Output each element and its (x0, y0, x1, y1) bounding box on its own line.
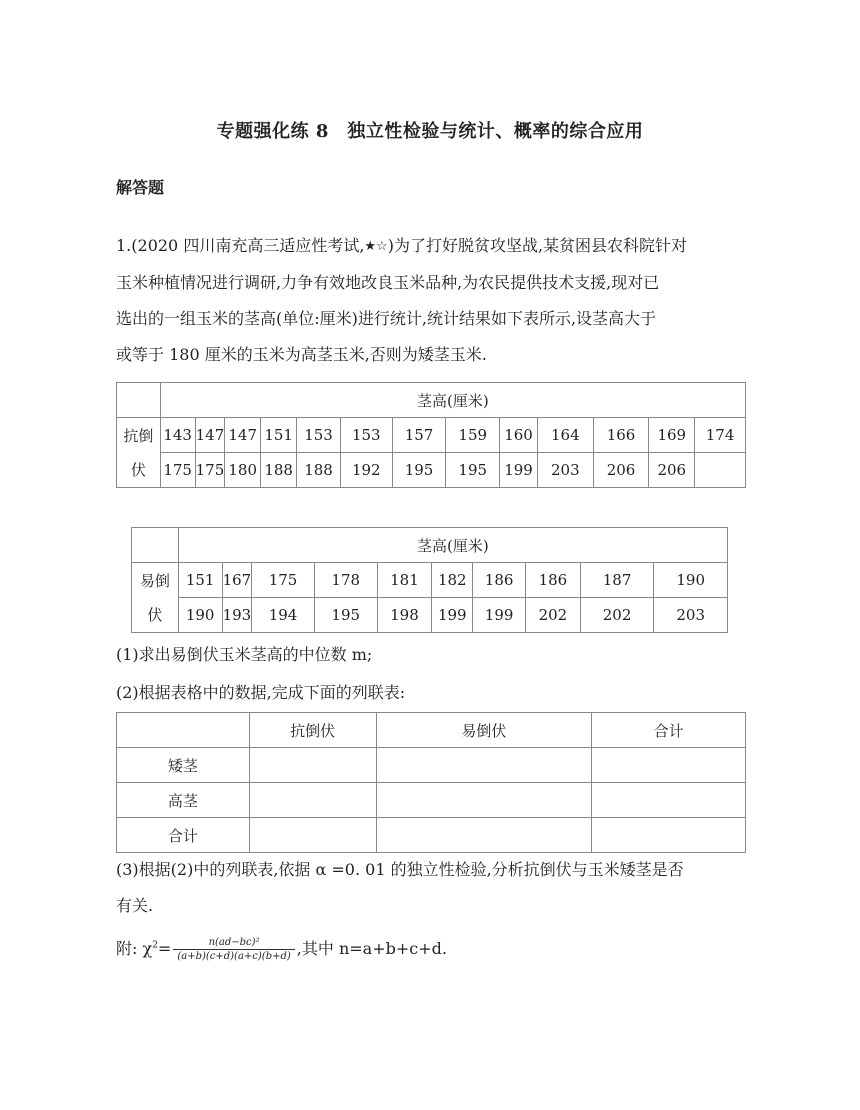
table-cell: 199 (473, 598, 526, 633)
problem-lead-end: )为了打好脱贫攻坚战,某贫困县农科院针对 (387, 236, 688, 255)
table-cell: 206 (649, 453, 695, 488)
table-cell: 174 (695, 418, 746, 453)
table-cell: 187 (580, 563, 654, 598)
table-cell: 175 (252, 563, 315, 598)
star-icon: ★☆ (364, 239, 388, 254)
table-cell: 195 (314, 598, 377, 633)
resistant-table (116, 382, 746, 488)
table-cell: 182 (432, 563, 473, 598)
table-header: 茎高(厘米) (178, 528, 727, 563)
appendix-suffix: ,其中 n=a+b+c+d. (296, 939, 447, 958)
problem-line-2: 玉米种植情况进行调研,力争有效地改良玉米品种,为农民提供技术支援,现对已 (116, 273, 660, 292)
fraction-denominator: (a+b)(c+d)(a+c)(b+d) (177, 951, 291, 962)
contingency-cell (249, 783, 376, 818)
table-cell: 175 (160, 453, 195, 488)
table-cell: 188 (297, 453, 341, 488)
table-cell: 195 (446, 453, 500, 488)
page-title: 专题强化练 8 独立性检验与统计、概率的综合应用 (216, 121, 644, 142)
contingency-cell (249, 748, 376, 783)
contingency-table (116, 712, 746, 853)
chi-square-exponent: 2 (152, 940, 158, 951)
contingency-row-label: 合计 (117, 818, 250, 853)
row-label (117, 418, 161, 488)
table-corner (132, 528, 179, 563)
row-label (132, 563, 179, 633)
question-2: (2)根据表格中的数据,完成下面的列联表: (116, 683, 406, 702)
table-cell: 167 (222, 563, 252, 598)
table-cell: 198 (377, 598, 432, 633)
table-cell: 147 (195, 418, 225, 453)
table-cell: 190 (654, 563, 728, 598)
section-heading: 解答题 (116, 178, 165, 197)
table-corner (117, 383, 161, 418)
appendix-formula (116, 936, 447, 962)
table-cell: 153 (340, 418, 392, 453)
table-cell: 151 (178, 563, 222, 598)
table-cell: 188 (261, 453, 297, 488)
problem-line-1 (116, 228, 746, 265)
table-cell: 169 (649, 418, 695, 453)
table-cell: 195 (392, 453, 446, 488)
problem-statement (116, 228, 746, 373)
question-1: (1)求出易倒伏玉米茎高的中位数 m; (116, 645, 373, 664)
contingency-cell (592, 748, 746, 783)
contingency-cell (376, 783, 592, 818)
table-cell: 192 (340, 453, 392, 488)
contingency-cell (249, 818, 376, 853)
equals-sign: = (157, 939, 172, 958)
contingency-row-label: 高茎 (117, 783, 250, 818)
question-3-line-2: 有关. (116, 896, 154, 915)
table-cell: 186 (526, 563, 581, 598)
table-cell: 147 (225, 418, 261, 453)
question-3 (116, 852, 746, 924)
question-3-line-1: (3)根据(2)中的列联表,依据 α =0. 01 的独立性检验,分析抗倒伏与玉米矮茎是否 (116, 860, 684, 879)
table-cell: 143 (160, 418, 195, 453)
chi-square-fraction (173, 937, 294, 962)
table-cell: 153 (297, 418, 341, 453)
table-cell: 203 (654, 598, 728, 633)
contingency-corner (117, 713, 250, 748)
row-label-line-1: 易倒 (139, 571, 170, 590)
problem-line-3: 选出的一组玉米的茎高(单位:厘米)进行统计,统计结果如下表所示,设茎高大于 (116, 309, 657, 328)
table-cell: 206 (593, 453, 649, 488)
contingency-header: 易倒伏 (376, 713, 592, 748)
problem-lead: 1.(2020 四川南充高三适应性考试, (116, 236, 365, 255)
row-label-line-1: 抗倒 (123, 426, 154, 445)
table-cell: 190 (178, 598, 222, 633)
lodging-table (131, 527, 728, 633)
contingency-cell (592, 783, 746, 818)
table-cell: 160 (500, 418, 538, 453)
table-cell: 186 (473, 563, 526, 598)
table-cell: 202 (526, 598, 581, 633)
table-cell: 175 (195, 453, 225, 488)
table-cell: 157 (392, 418, 446, 453)
table-cell: 181 (377, 563, 432, 598)
contingency-cell (592, 818, 746, 853)
row-label-line-2: 伏 (147, 605, 163, 624)
fraction-numerator: n(ad−bc)² (173, 937, 294, 950)
contingency-row-label: 矮茎 (117, 748, 250, 783)
row-label-line-2: 伏 (130, 460, 146, 479)
table-cell: 159 (446, 418, 500, 453)
table-cell (695, 453, 746, 488)
table-cell: 151 (261, 418, 297, 453)
table-cell: 194 (252, 598, 315, 633)
table-cell: 199 (500, 453, 538, 488)
table-cell: 199 (432, 598, 473, 633)
table-cell: 178 (314, 563, 377, 598)
problem-line-4: 或等于 180 厘米的玉米为高茎玉米,否则为矮茎玉米. (116, 345, 487, 364)
table-cell: 202 (580, 598, 654, 633)
table-header: 茎高(厘米) (160, 383, 745, 418)
contingency-header: 抗倒伏 (249, 713, 376, 748)
table-cell: 164 (537, 418, 593, 453)
contingency-cell (376, 818, 592, 853)
table-cell: 180 (225, 453, 261, 488)
contingency-cell (376, 748, 592, 783)
table-cell: 166 (593, 418, 649, 453)
contingency-header: 合计 (592, 713, 746, 748)
appendix-prefix: 附: χ (116, 939, 153, 958)
table-cell: 193 (222, 598, 252, 633)
table-cell: 203 (537, 453, 593, 488)
